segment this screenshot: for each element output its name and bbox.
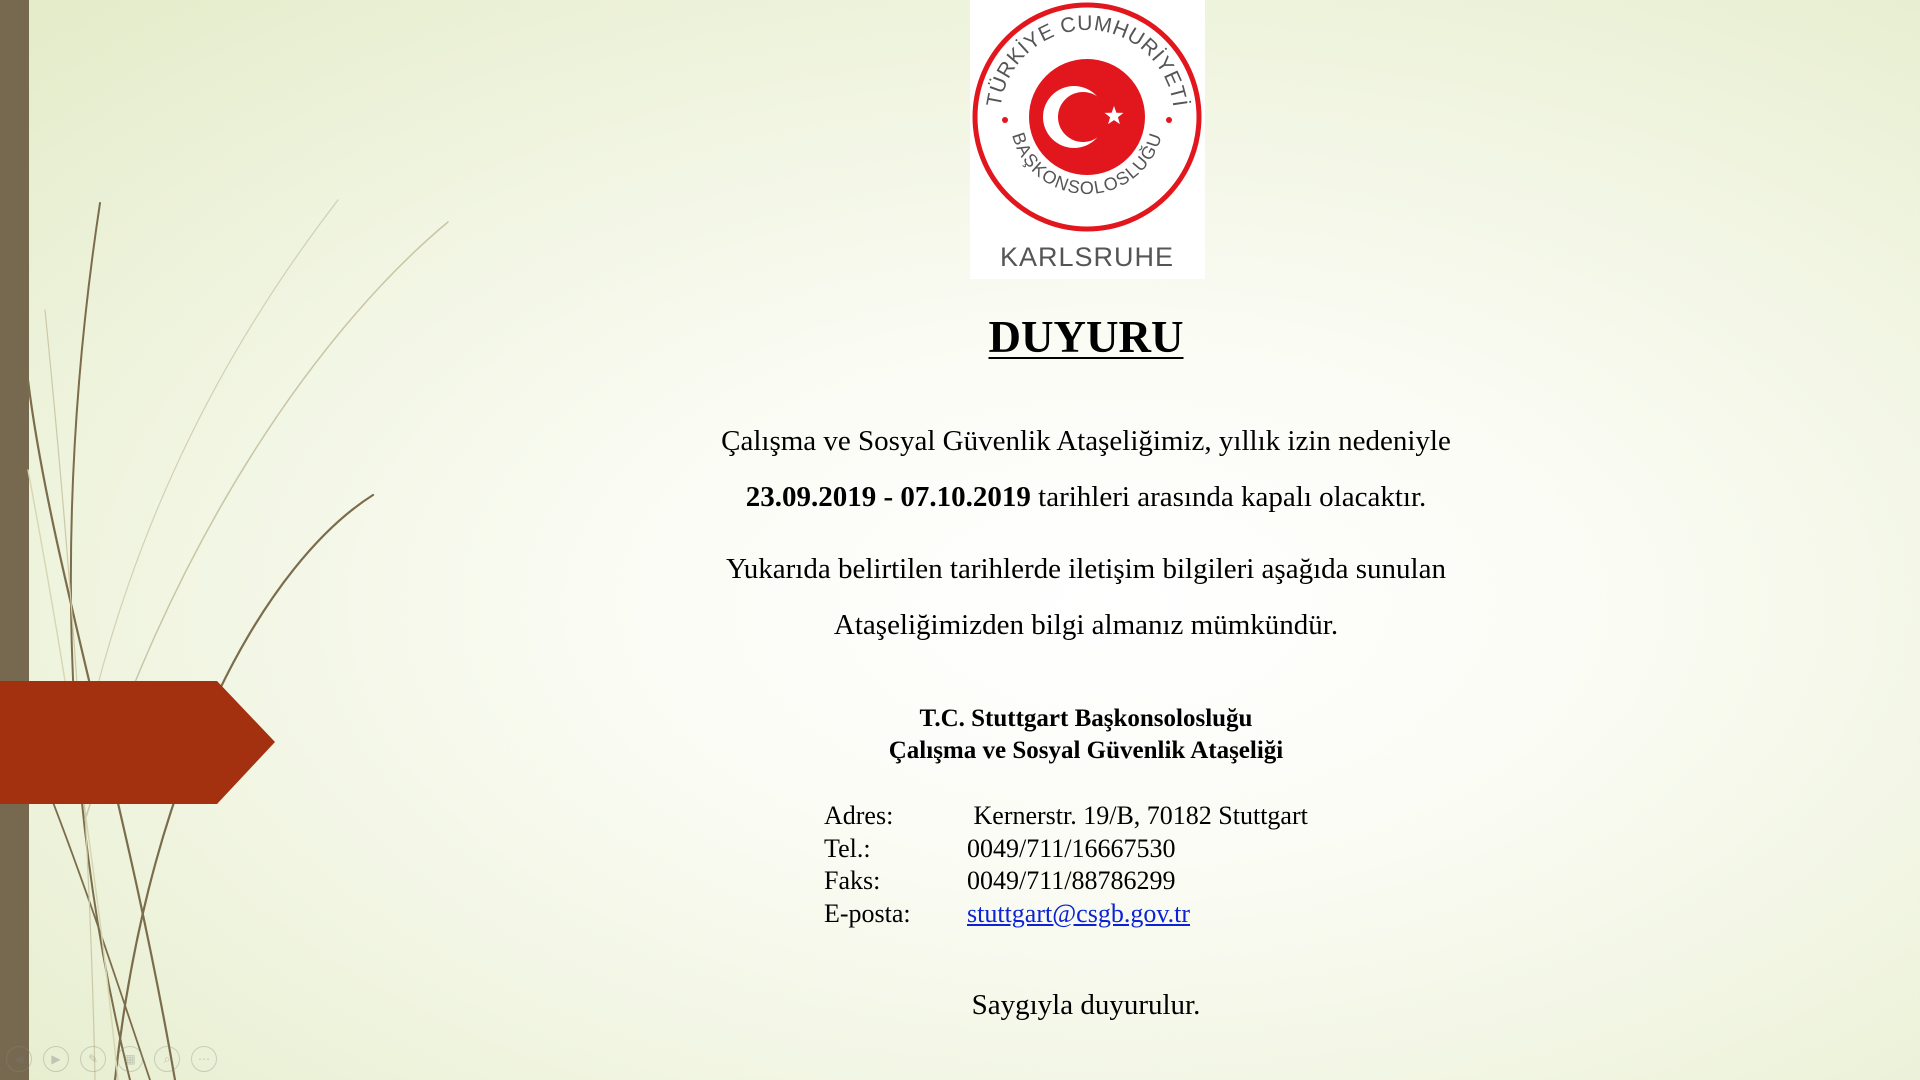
closing-text: Saygıyla duyurulur. <box>971 989 1201 1021</box>
contact-row-fax <box>824 865 1308 898</box>
see-all-slides-icon[interactable]: ▦ <box>117 1046 143 1072</box>
email-link[interactable]: stuttgart@csgb.gov.tr <box>967 898 1191 928</box>
contact-label: Tel.: <box>824 833 871 863</box>
contact-label: E-posta: <box>824 898 911 928</box>
notice-paragraph-closure <box>600 413 1572 525</box>
page-title: DUYURU <box>988 312 1184 362</box>
notice-line-rest: tarihleri arasında kapalı olacaktır. <box>1030 481 1427 513</box>
logo-city: KARLSRUHE <box>999 242 1175 272</box>
pen-icon[interactable]: ✎ <box>80 1046 106 1072</box>
notice-line <box>600 469 1572 525</box>
contact-row-address <box>824 800 1308 833</box>
slide-controls <box>6 1046 217 1072</box>
office-name <box>700 703 1472 767</box>
contact-row-email <box>824 898 1308 931</box>
contact-label: Adres: <box>824 801 894 830</box>
contact-label: Faks: <box>824 866 881 895</box>
next-slide-icon[interactable]: ▶ <box>43 1046 69 1072</box>
contact-info <box>824 800 1308 930</box>
contact-value: 0049/711/88786299 <box>967 866 1176 895</box>
arrow-banner <box>0 681 275 804</box>
office-name-line: Çalışma ve Sosyal Güvenlik Ataşeliği <box>888 737 1284 764</box>
consulate-logo <box>970 0 1205 279</box>
notice-line: Çalışma ve Sosyal Güvenlik Ataşeliğimiz, yıllık izin nedeniyle <box>721 425 1451 457</box>
more-options-icon[interactable]: ⋯ <box>191 1046 217 1072</box>
office-name-line: T.C. Stuttgart Başkonsolosluğu <box>919 705 1253 732</box>
contact-value: 0049/711/16667530 <box>967 833 1176 863</box>
notice-paragraph-contact <box>600 541 1572 653</box>
notice-line: Yukarıda belirtilen tarihlerde iletişim bilgileri aşağıda sunulan <box>726 553 1446 585</box>
notice-line: Ataşeliğimizden bilgi almanız mümkündür. <box>833 609 1339 641</box>
contact-row-tel <box>824 833 1308 866</box>
previous-slide-icon[interactable]: ◀ <box>6 1046 32 1072</box>
seal-text-top: TÜRKİYE CUMHURİYETİ <box>982 11 1192 109</box>
closure-dates: 23.09.2019 - 07.10.2019 <box>745 481 1031 513</box>
contact-value: Kernerstr. 19/B, 70182 Stuttgart <box>967 801 1308 830</box>
grass-decoration <box>0 0 520 1080</box>
zoom-icon[interactable]: ⌕ <box>154 1046 180 1072</box>
seal-text-bottom: BAŞKONSOLOSLUĞU <box>1008 129 1166 199</box>
